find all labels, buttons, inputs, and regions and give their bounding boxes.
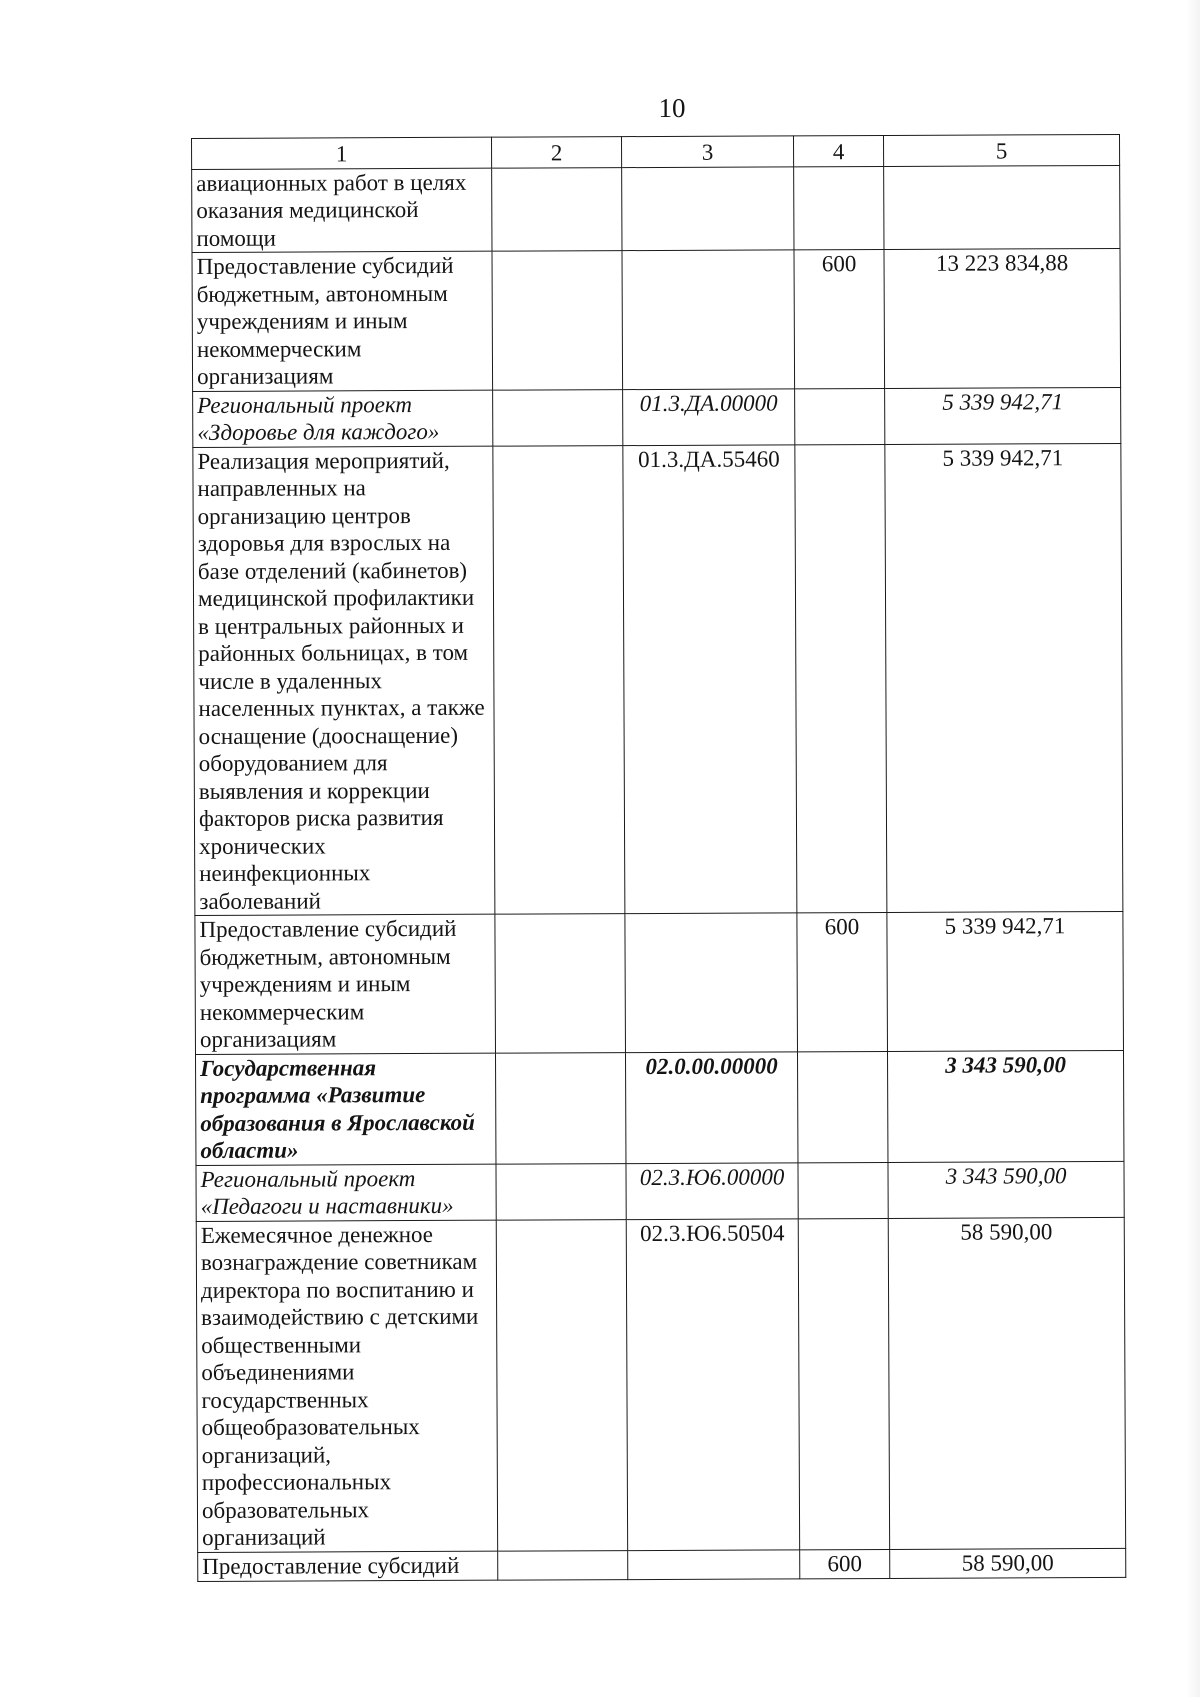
- name-cell: Региональный проект «Педагоги и наставники»: [196, 1164, 496, 1221]
- scan-edge-shadow: [1186, 0, 1200, 1697]
- table-row: [195, 1050, 1123, 1165]
- expense-type-cell: 600: [800, 1549, 890, 1578]
- expense-type-cell: [794, 166, 884, 250]
- table-row: [196, 1217, 1125, 1552]
- code-cell: 01.3.ДА.00000: [623, 388, 795, 445]
- admin-cell: [492, 167, 622, 251]
- code-cell: 01.3.ДА.55460: [623, 444, 797, 913]
- name-cell: Предоставление субсидий бюджетным, автономным учреждениям и иным некоммерческим организациям: [195, 914, 496, 1054]
- table-row: [192, 165, 1120, 253]
- expense-type-cell: [798, 1162, 888, 1218]
- admin-cell: [492, 251, 623, 390]
- code-cell: [628, 1549, 800, 1579]
- amount-cell: 5 339 942,71: [885, 443, 1123, 913]
- code-cell: [622, 166, 794, 250]
- code-cell: [625, 913, 798, 1052]
- expense-type-cell: [795, 388, 885, 444]
- code-cell: 02.3.Ю6.00000: [626, 1162, 798, 1219]
- header-cell: 5: [883, 134, 1119, 166]
- name-cell: Региональный проект «Здоровье для каждого»: [193, 390, 493, 447]
- expense-type-cell: [797, 1051, 887, 1162]
- admin-cell: [498, 1550, 628, 1580]
- code-cell: 02.0.00.00000: [625, 1051, 797, 1163]
- amount-cell: 58 590,00: [890, 1548, 1126, 1578]
- header-cell: 3: [621, 136, 793, 167]
- table-row: [196, 1161, 1124, 1221]
- admin-cell: [495, 1052, 625, 1164]
- amount-cell: 5 339 942,71: [887, 911, 1124, 1051]
- amount-cell: 13 223 834,88: [884, 248, 1121, 388]
- header-cell: 2: [491, 137, 621, 168]
- admin-cell: [496, 1163, 626, 1220]
- amount-cell: 58 590,00: [888, 1217, 1125, 1549]
- table-row: [192, 248, 1121, 391]
- expense-type-cell: [795, 444, 887, 913]
- expense-type-cell: 600: [794, 249, 885, 388]
- admin-cell: [493, 389, 623, 446]
- name-cell: Предоставление субсидий: [198, 1551, 498, 1581]
- page-number: 10: [658, 93, 686, 123]
- header-cell: 1: [192, 137, 492, 169]
- amount-cell: 3 343 590,00: [887, 1050, 1123, 1162]
- name-cell: Государственная программа «Развитие образования в Ярославской области»: [195, 1053, 495, 1165]
- admin-cell: [495, 914, 626, 1053]
- admin-cell: [493, 445, 625, 914]
- table-row: [193, 443, 1123, 916]
- expense-type-cell: 600: [797, 912, 888, 1051]
- expense-type-cell: [798, 1218, 889, 1549]
- table-row: [198, 1548, 1126, 1581]
- name-cell: Реализация мероприятий, направленных на организацию центров здоровья для взрослых на базе отделений (кабинетов) медицинской профилактики в центральных районных и районных больницах, в том числе в удаленных населенных пунктах, а также оснащение (дооснащение) оборудованием для выявления и коррекции факторов риска развития хронических неинфекционных заболеваний: [193, 446, 495, 916]
- table-header-row: [192, 134, 1120, 169]
- amount-cell: [884, 165, 1120, 250]
- header-cell: 4: [793, 135, 883, 166]
- name-cell: Предоставление субсидий бюджетным, автономным учреждениям и иным некоммерческим организациям: [192, 251, 493, 391]
- amount-cell: 5 339 942,71: [885, 387, 1121, 444]
- table-row: [195, 911, 1124, 1054]
- admin-cell: [496, 1219, 627, 1551]
- table-row: [193, 387, 1121, 447]
- name-cell: авиационных работ в целях оказания медицинской помощи: [192, 168, 492, 253]
- name-cell: Ежемесячное денежное вознаграждение советникам директора по воспитанию и взаимодействию с детскими общественными объединениями государственных общеобразовательных организаций, профессиональных образовательных организаций: [196, 1220, 497, 1552]
- budget-table: [191, 134, 1126, 1582]
- code-cell: 02.3.Ю6.50504: [626, 1218, 799, 1550]
- code-cell: [622, 250, 795, 389]
- amount-cell: 3 343 590,00: [888, 1161, 1124, 1218]
